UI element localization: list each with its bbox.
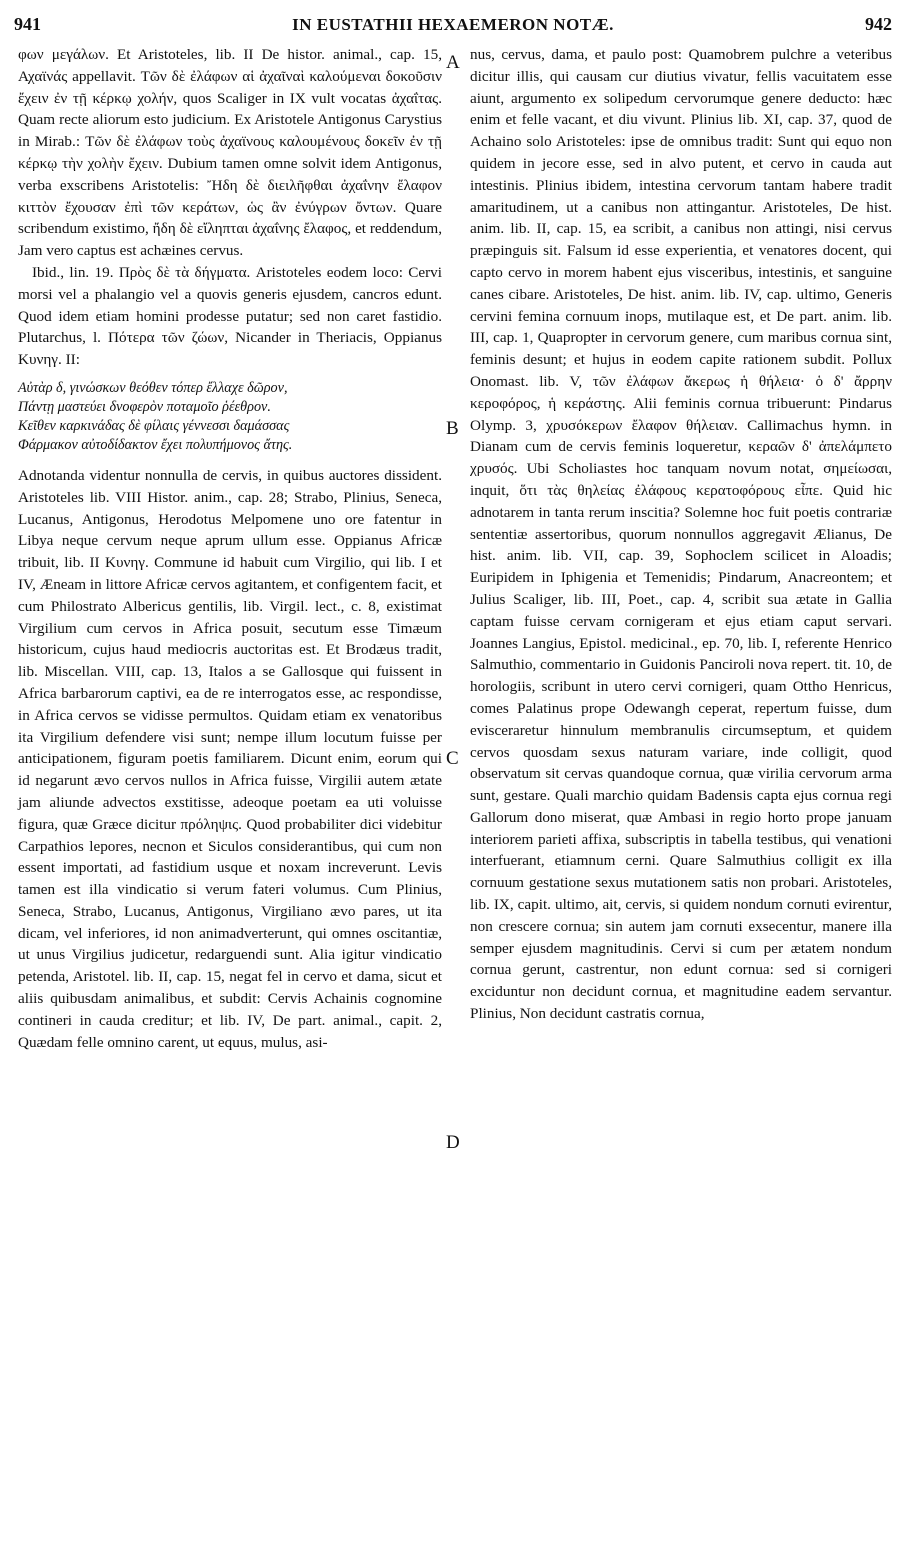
- margin-marker-d: D: [446, 1132, 460, 1153]
- left-paragraph: φων μεγάλων. Et Aristoteles, lib. II De histor. animal., cap. 15, Αχαϊνάς appellavit. Τῶν δὲ ἐλάφων αἱ ἀχαῖναὶ καλούμεναι δοκοῦσιν ἔχειν ἐν τῇ κέρκῳ χολήν, quos Scaliger in IX vult vocatas ἀχαΐτας. Quam recte aliorum esto judicium. Ex Aristotele Antigonus Carystius in Mirab.: Τῶν δὲ ἐλάφων τοὺς ἀχαϊνους καλουμένους δοκεῖν ἐν τῇ κέρκῳ τὴν χολὴν ἔχειν. Dubium tamen omne solvit idem Antigonus, verba exscribens Aristotelis: Ἤδη δὲ διειλῆφθαι ἀχαΐνην ἔλαφον κιττὸν ἔχουσαν ἐπὶ τῶν κεράτων, ὡς ἂν ἐνύγρων ὄντων. Quare scribendum existimo, ἤδη δὲ εἴληπται ἀχαΐνης ἔλαφος, et reddendum, Jam vero captus est achæines cervus.: [18, 46, 442, 260]
- right-paragraph: nus, cervus, dama, et paulo post: Quamobrem pulchre a veteribus dicitur illis, qui causam cur diutius vivatur, fellis vacuitatem esse aiunt, argumento ex solipedum cervorumque genere deducto: hæc enim et felle vacant, et diu vivunt. Plinius lib. XI, cap. 37, quod de Achaino solo Aristoteles: ipse de omnibus tradit: Sunt qui equo non quidem in jecore esse, sed in alvo putent, et cervo in cauda aut intestinis. Plinius ibidem, intestina cervorum tantam habere tradit amaritudinem, ut a canibus non attingantur. Aristoteles, De hist. anim. lib. II, cap. 15, ea scribit, a canibus non attingi, nisi cervus præpinguis sit. Falsum id esse experientia, et venatores docent, qui capto cervo in morem habent ejus visceribus, intestinis, et sanguine canes cibare. Aristoteles, De hist. anim. lib. IV, cap. ultimo, Generis cervini femina cornuum inops, mutilaque est, et De part. anim. lib. III, cap. 1, Quapropter in cervorum genere, cum maribus cornua sint, feminis desunt; et hujus in eodem capite rationem subdit. Pollux Onomast. lib. V, τῶν ἐλάφων ἄκερως ἡ θήλεια· ὁ δ' ἄρρην κεροφόρος, ἡ κεράστης. Alii feminis cornua tribuerunt: Pindarus Olymp. 3, χρυσόκερων ἔλαφον θήλειαν. Callimachus hymn. in Dianam cum de cervis feminis loqueretur, κεραῶν δ' ἀπελάμπετο χρυσός. Ubi Scholiastes hoc tanquam novum notat, σημείωσαι, inquit, ὅτι τὰς θηλείας ἐλάφους κερατοφόρους εἶπε. Quid hic adnotarem in tanta rerum inscitia? Solemne hoc fuit poetis contrariæ sententiæ assertoribus, quorum nonnullos aggregavit Ælianus, De hist. anim. lib. VII, cap. 39, Sophoclem scilicet in Aloadis; Euripidem in Iphigenia et Temenidis; Pindarum, Anacreontem; et Julius Scaliger, lib. III, Poet., cap. 4, scribit sua ætate in Gallia captam fuisse cervam cornigeram et ejus etiam caput servari. Joannes Langius, Epistol. medicinal., ep. 70, lib. I, referente Henrico Salmuthio, commentario in Guidonis Panciroli nova repert. tit. 10, de horologiis, scribunt in utero cervi cornigeri, quam Ottho Henricus, comes Palatinus prope Odewangh ceperat, repertum fuisse, dum evisceraretur hinnulum membranulis circumseptum, et quidem cervos quosdam sexus naturam variare, inde colligit, quod observatum sit cervas quandoque cornua, quæ virilia cervorum arma sunt, gestare. Quali marchio quidam Badensis capta ejus cornua regi Gallorum dono miserat, quæ Ambasi in regio horto prope januam interiorem parieti affixa, subscriptis in tabella testibus, qui venationi interfuerant, etiamnum cerni. Quare Salmuthius colligit ex illa cornuum gestatione sexus mutationem satis non probari. Aristoteles, lib. IX, capit. ultimo, ait, cervis, si quidem nondum cornuti evirentur, non crescere cornua; sin autem jam cornuti exsecentur, manere illa semper ejusdem magnitudinis. Cervi si cum per ætatem nondum cornua gerunt, castrentur, non edunt cornua: sed si cornigeri exciduntur non decidunt cornua, et magnitudine eadem servantur. Plinius, Non decidunt castratis cornua,: [470, 46, 892, 1023]
- left-page-number: 941: [14, 14, 41, 34]
- verse-line: Αὐτὰρ δ, γινώσκων θεόθεν τόπερ ἔλλαχε δῶρον,: [18, 379, 288, 396]
- greek-verse: [18, 379, 442, 455]
- right-column: [470, 44, 892, 1025]
- verse-line: Κεῖθεν καρκινάδας δὲ φίλαις γέννεσσι δαμάσσας: [18, 417, 290, 434]
- verse-line: Φάρμακον αὐτοδίδακτον ἔχει πολυπήμονος ἄτης.: [18, 436, 293, 453]
- running-title: IN EUSTATHII HEXAEMERON NOTÆ.: [292, 15, 614, 34]
- left-paragraph: Adnotanda videntur nonnulla de cervis, in quibus auctores dissident. Aristoteles lib. VIII Histor. anim., cap. 28; Strabo, Plinius, Seneca, Lucanus, Antigonus, Herodotus Melpomene uno ore fatentur in Libya neque cervum neque aprum ullum esse. Oppianus Africæ tribuit, lib. II Κυνηγ. Commune id habuit cum Virgilio, qui lib. I et IV, Æneam in littore Africæ cervos agitantem, et configentem facit, et cum Philostrato Albericus gentilis, lib. Virgil. lect., c. 8, existimat Virgilium cum cervos in Africa posuit, secutum esse Timæum historicum, cujus haud mediocris auctoritas est. Et Brodæus tradit, lib. Miscellan. VIII, cap. 13, Italos a se Gallosque qui fuissent in Africa barbarorum captivi, ea de re interrogatos esse, ac respondisse, in Africa cervos se vidisse permultos. Quidam etiam ex venatoribus ita Virgilium defendere visi sunt; nempe illum locutum fuisse per anticipationem, figuram poetis familiarem. Dicunt enim, eorum qui id negarunt ævo cervos nullos in Africa fuisse, Virgilii autem ætate jam aliunde advectos exstitisse, adeoque poetam ea uti voluisse figura, quæ Græce dicitur πρόληψις. Quod probabiliter dici videbitur Carpathios lepores, necnon et Siculos considerantibus, qui cum non essent importati, ad fastidium usque et noxam increverunt. Levis tamen est illa vindicatio si verum fateri volumus. Cum Plinius, Seneca, Strabo, Lucanus, Antigonus, Virgiliano ævo pares, ut ita dicam, vel inferiores, id non animadverterunt, qui omnes oscitantiæ, ut unus Virgilius judicetur, redarguendi sunt. Alia igitur vindicatio petenda, Aristotel. lib. II, cap. 15, negat fel in cervo et dama, sicut et aliis quibusdam animalibus, et subdit: Cervis Achainis cognomine contineri in cauda creditur; et lib. IV, De part. animal., capit. 2, Quædam felle omnino carent, ut equus, mulus, asi-: [18, 466, 442, 1051]
- page-header: [14, 14, 892, 40]
- right-page-number: 942: [865, 14, 892, 34]
- margin-marker-b: B: [446, 418, 459, 439]
- left-column: [18, 44, 442, 1053]
- margin-marker-a: A: [446, 52, 460, 73]
- left-paragraph: Ibid., lin. 19. Πρὸς δὲ τὰ δήγματα. Aristoteles eodem loco: Cervi morsi vel a phalangio vel a quovis generis ejusdem, cancros edunt. Quod idem etiam homini prodesse putatur; sed non caret fastidio. Plutarchus, l. Πότερα τῶν ζώων, Nicander in Theriacis, Oppianus Κυνηγ. II:: [18, 263, 442, 369]
- margin-marker-c: C: [446, 748, 459, 769]
- verse-line: Πάντῃ μαστεύει δνοφερὸν ποταμοῖο ῥέεθρον.: [18, 398, 271, 415]
